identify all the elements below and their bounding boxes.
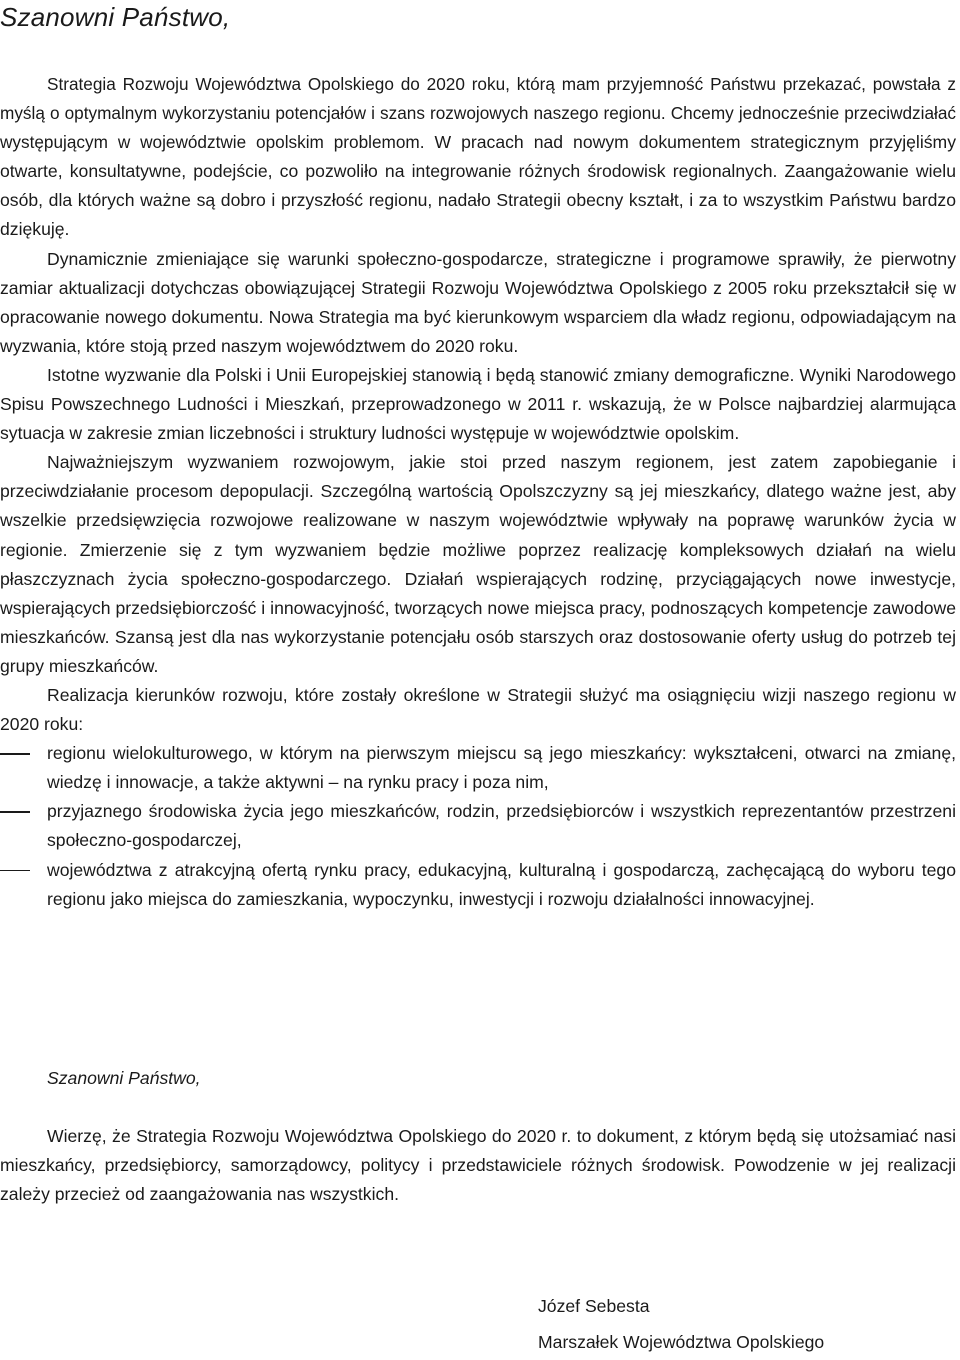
dash-bullet-icon xyxy=(0,870,30,872)
paragraph-intro-rest: W pracach nad nowym dokumentem strategicznym przyjęliśmy otwarte, konsultatywne, podejście, co pozwoliło na integrowanie różnych środowisk regionalnych. Zaangażowanie wielu osób, dla których ważne są dobro i przyszłość regionu, nadało Strategii obecny kształt, i za to wszystkim Państwu bardzo dziękuję. xyxy=(0,132,956,240)
signature-block xyxy=(538,1288,824,1360)
salutation-heading: Szanowni Państwo, xyxy=(0,2,231,32)
paragraph-intro-lead: Strategia Rozwoju Województwa Opolskiego do 2020 roku, którą mam przyjemność Państwu przekazać, powstała z myślą o optymalnym wykorzystaniu potencjałów i szans rozwojowych naszego regionu. Chcemy jednocześnie przeciwdziałać występującym w województwie opolskim problemom. xyxy=(0,74,956,153)
closing-paragraph: Wierzę, że Strategia Rozwoju Województwa Opolskiego do 2020 r. to dokument, z którym będą się utożsamiać nasi mieszkańcy, przedsiębiorcy, samorządowcy, politycy i przedstawiciele różnych środowisk. Powodzenie w jej realizacji zależy przecież od zaangażowania nas wszystkich. xyxy=(0,1126,956,1205)
list-item-text: regionu wielokulturowego, w którym na pierwszym miejscu są jego mieszkańcy: wykształceni, otwarci na zmianę, wiedzę i innowacje, a także aktywni – na rynku pracy i poza nim, xyxy=(47,743,956,793)
list-item-text: przyjaznego środowiska życia jego mieszkańców, rodzin, przedsiębiorców i wszystkich reprezentantów przestrzeni społeczno-gospodarczej, xyxy=(47,801,956,851)
paragraph-vision: Realizacja kierunków rozwoju, które zostały określone w Strategii służyć ma osiągnięciu wizji naszego regionu w 2020 roku: xyxy=(0,684,956,735)
closing-salutation: Szanowni Państwo, xyxy=(47,1068,201,1088)
list-item-text: województwa z atrakcyjną ofertą rynku pracy, edukacyjną, kulturalną i gospodarczą, zachęcającą do wyboru tego regionu jako miejsca do zamieszkania, wypoczynku, inwestycji i rozwoju działalności innowacyjnej. xyxy=(47,859,956,909)
signature-name: Józef Sebesta xyxy=(538,1296,650,1316)
dash-bullet-icon xyxy=(0,811,30,813)
paragraph-demography: Istotne wyzwanie dla Polski i Unii Europejskiej stanowią i będą stanowić zmiany demograficzne. Wyniki Narodowego Spisu Powszechnego Ludności i Mieszkań, przeprowadzonego w 2011 r. wskazują, że w Polsce najbardziej alarmująca sytuacja w zakresie zmian liczebności i struktury ludności występuje w województwie opolskim. xyxy=(0,364,956,444)
dash-bullet-icon xyxy=(0,753,30,755)
paragraph-intro xyxy=(0,70,956,245)
list-item xyxy=(0,739,956,797)
list-item xyxy=(0,797,956,855)
letter-body xyxy=(0,70,956,914)
paragraph-context: Dynamicznie zmieniające się warunki społeczno-gospodarcze, strategiczne i programowe sprawiły, że pierwotny zamiar aktualizacji dotychczas obowiązującej Strategii Rozwoju Województwa Opolskiego z 2005 roku przekształcił się w opracowanie nowego dokumentu. Nowa Strategia ma być kierunkowym wsparciem dla władz regionu, odpowiadającym na wyzwania, które stoją przed naszym województwem do 2020 roku. xyxy=(0,248,956,356)
paragraph-challenge: Najważniejszym wyzwaniem rozwojowym, jakie stoi przed naszym regionem, jest zatem zapobieganie i przeciwdziałanie procesom depopulacji. Szczególną wartością Opolszczyzny są jej mieszkańcy, dlatego ważne jest, aby wszelkie przedsięwzięcia rozwojowe realizowane w naszym województwie wpływały na poprawę warunków życia w regionie. Zmierzenie się z tym wyzwaniem będzie możliwe poprzez realizację kompleksowych działań na wielu płaszczyznach życia społeczno-gospodarczego. Działań wspierających rodzinę, przyciągających nowe inwestycje, wspierających przedsiębiorczość i innowacyjność, tworzących nowe miejsca pracy, podnoszących kompetencje zawodowe mieszkańców. Szansą jest dla nas wykorzystanie potencjału osób starszych oraz dostosowanie oferty usług do potrzeb tej grupy mieszkańców. xyxy=(0,452,956,676)
list-item xyxy=(0,856,956,914)
signature-title: Marszałek Województwa Opolskiego xyxy=(538,1332,825,1352)
vision-list xyxy=(0,739,956,914)
